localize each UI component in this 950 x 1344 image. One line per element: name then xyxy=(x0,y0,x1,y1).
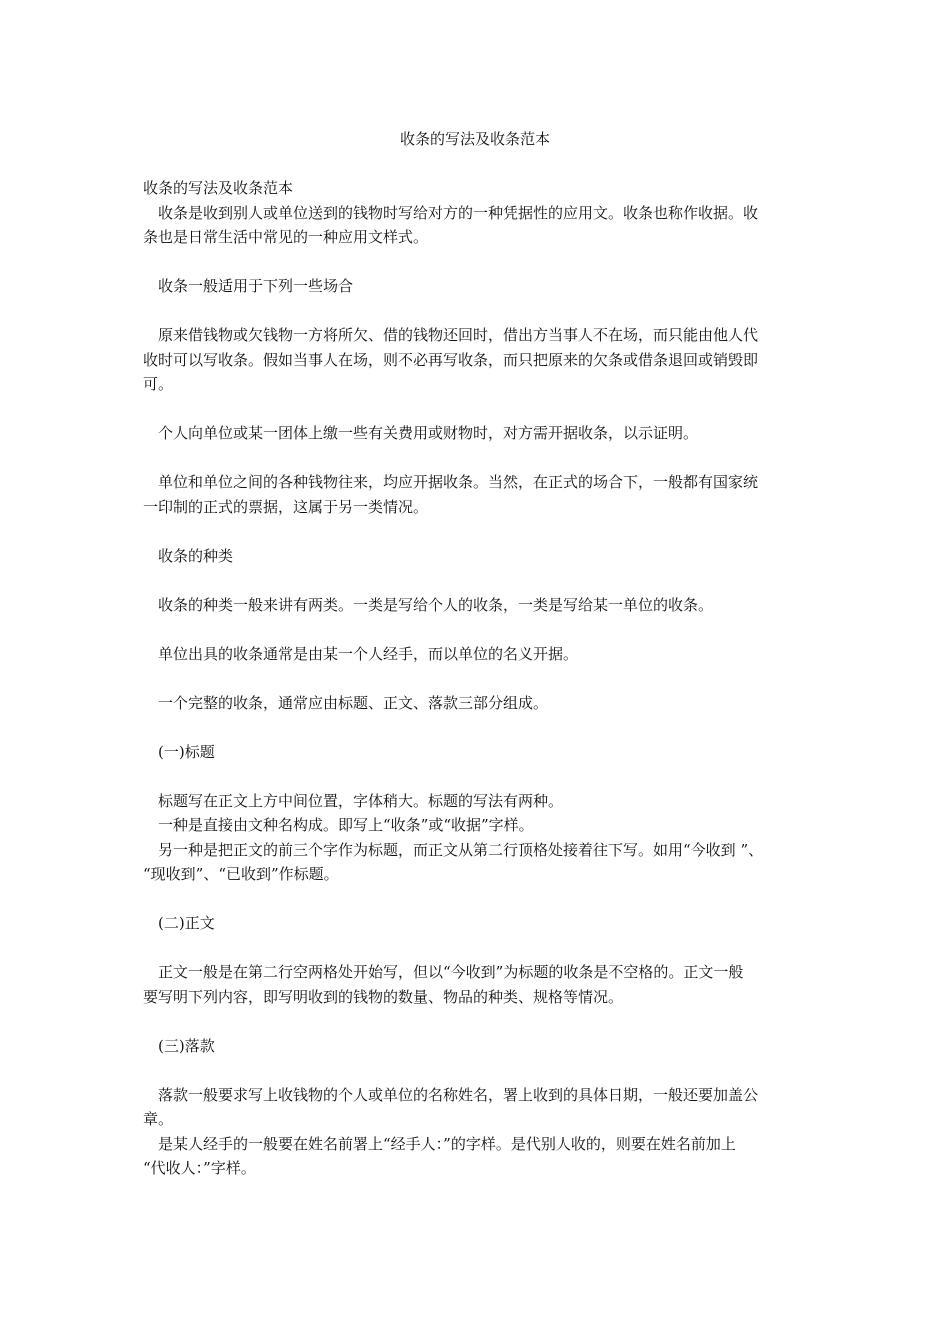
blank-line xyxy=(143,617,823,642)
blank-line xyxy=(143,519,823,544)
document-body xyxy=(143,176,823,1181)
text-line: 另一种是把正文的前三个字作为标题，而正文从第二行顶格处接着往下写。如用“今收到 ”、 xyxy=(158,840,764,859)
text-line: 原来借钱物或欠钱物一方将所欠、借的钱物还回时，借出方当事人不在场，而只能由他人代 xyxy=(158,326,759,344)
text-line: 一个完整的收条，通常应由标题、正文、落款三部分组成。 xyxy=(158,693,549,712)
document-title: 收条的写法及收条范本 xyxy=(399,130,550,148)
text-line: “现收到”、“已收到”作标题。 xyxy=(143,865,339,883)
blank-line xyxy=(143,666,823,691)
text-line: 收条的种类一般来讲有两类。一类是写给个人的收条，一类是写给某一单位的收条。 xyxy=(158,595,714,614)
text-line: 收条是收到别人或单位送到的钱物时写给对方的一种凭据性的应用文。收条也称作收据。收 xyxy=(158,203,759,222)
text-line: 落款一般要求写上收钱物的个人或单位的名称姓名，署上收到的具体日期，一般还要加盖公 xyxy=(158,1085,759,1104)
text-line: (三)落款 xyxy=(158,1036,215,1055)
text-line: 单位出具的收条通常是由某一个人经手，而以单位的名义开据。 xyxy=(158,644,579,663)
blank-line xyxy=(143,887,823,912)
blank-line xyxy=(143,1009,823,1034)
blank-line xyxy=(143,764,823,789)
text-line: 要写明下列内容，即写明收到的钱物的数量、物品的种类、规格等情况。 xyxy=(143,987,624,1006)
text-line: (一)标题 xyxy=(158,742,215,761)
text-line: 是某人经手的一般要在姓名前署上“经手人：”的字样。是代别人收的，则要在姓名前加上 xyxy=(158,1134,736,1153)
text-line: 条也是日常生活中常见的一种应用文样式。 xyxy=(143,228,429,246)
blank-line xyxy=(143,1058,823,1083)
text-line: 个人向单位或某一团体上缴一些有关费用或财物时，对方需开据收条，以示证明。 xyxy=(158,424,699,442)
text-line: 正文一般是在第二行空两格处开始写，但以“今收到”为标题的收条是不空格的。正文一般 xyxy=(158,963,744,981)
blank-line xyxy=(143,250,823,275)
text-line: 可。 xyxy=(143,375,174,393)
blank-line xyxy=(143,397,823,422)
blank-line xyxy=(143,715,823,740)
text-line: 章。 xyxy=(143,1110,174,1128)
text-line: “代收人：”字样。 xyxy=(143,1159,256,1177)
text-line: 收条的写法及收条范本 xyxy=(143,179,294,197)
text-line: 收时可以写收条。假如当事人在场，则不必再写收条，而只把原来的欠条或借条退回或销毁即 xyxy=(143,350,759,369)
text-line: 收条一般适用于下列一些场合 xyxy=(158,277,354,295)
text-line: 标题写在正文上方中间位置，字体稍大。标题的写法有两种。 xyxy=(158,791,564,810)
text-line: 一印制的正式的票据，这属于另一类情况。 xyxy=(143,497,429,516)
text-line: 收条的种类 xyxy=(158,546,234,565)
blank-line xyxy=(143,446,823,471)
text-line: (二)正文 xyxy=(158,914,215,932)
blank-line xyxy=(143,568,823,593)
text-line: 单位和单位之间的各种钱物往来，均应开据收条。当然，在正式的场合下，一般都有国家统 xyxy=(158,473,759,491)
blank-line xyxy=(143,299,823,324)
blank-line xyxy=(143,936,823,961)
text-line: 一种是直接由文种名构成。即写上“收条”或“收据”字样。 xyxy=(158,816,534,834)
